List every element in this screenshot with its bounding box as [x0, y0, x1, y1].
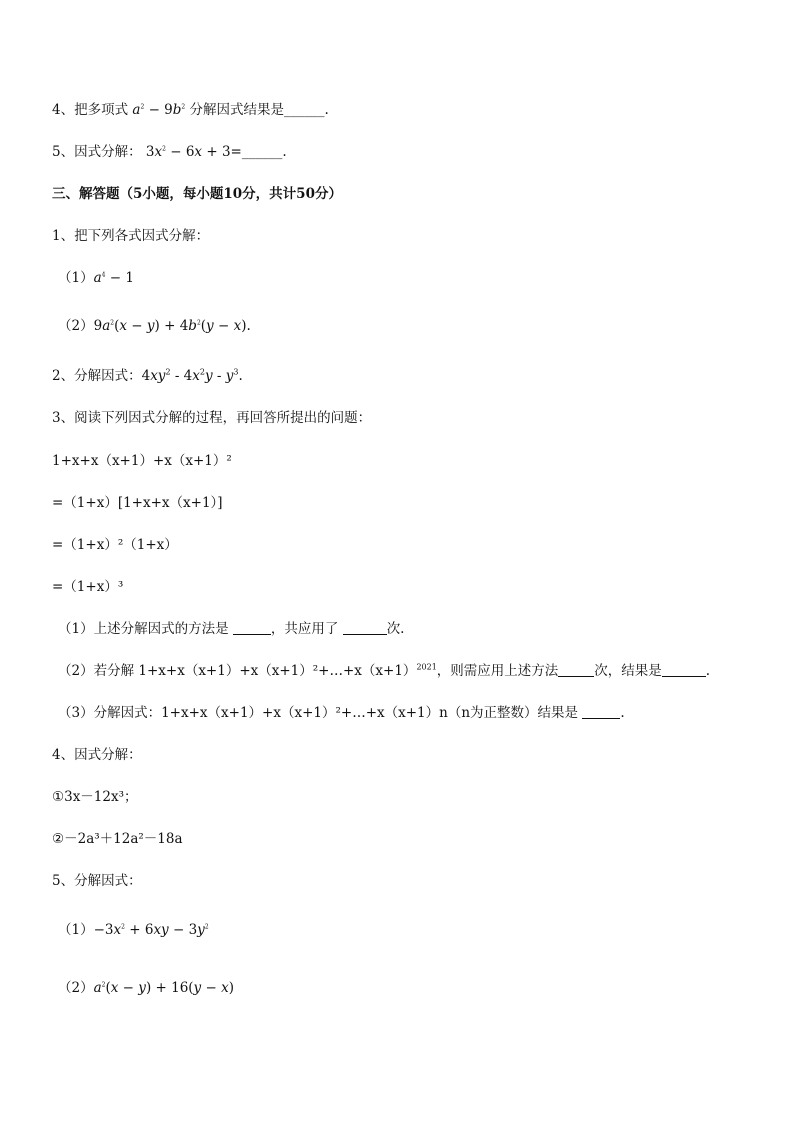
problem-1-part-2: [58, 316, 251, 336]
p3-step-2: =（1+x）[1+x+x（x+1）]: [52, 495, 223, 511]
problem-5-part-1: [58, 920, 209, 940]
q5-prefix: 5、因式分解：: [52, 144, 142, 160]
q-text: （1）上述分解因式的方法是: [58, 621, 229, 637]
problem-1-part-1: [58, 268, 134, 288]
q4-text: 分解因式结果是______.: [189, 102, 329, 118]
q-text: .: [620, 705, 625, 721]
problem-4-title: 4、因式分解：: [52, 747, 142, 763]
q-text: 次，结果是: [594, 663, 662, 679]
problem-2: [52, 366, 243, 386]
problem-5-part-2: [58, 978, 234, 998]
section-3-heading: 三、解答题（5小题，每小题10分，共计50分）: [52, 186, 342, 202]
p2-expression: $4xy^2 - 4x^2y - y^3$.: [141, 367, 243, 384]
q4-expression: $a^2 - 9b^2$: [132, 102, 186, 118]
part-label: （2）: [58, 980, 94, 996]
q-text: ，共应用了: [270, 621, 339, 637]
fill-question-4: [52, 100, 329, 120]
answer-blank[interactable]: [233, 620, 271, 635]
p3-question-3: [58, 703, 625, 723]
problem-5-title: 5、分解因式：: [52, 873, 142, 889]
p3-question-1: [58, 619, 404, 639]
q-text: 次.: [386, 621, 405, 637]
problem-1-title: 1、把下列各式因式分解：: [52, 228, 210, 244]
answer-blank[interactable]: [343, 620, 387, 635]
p5-expr-2: $a^2(x - y) + 16(y - x)$: [93, 980, 234, 996]
p4-item-2: ②－2a³＋12a²－18a: [52, 831, 183, 847]
p3-step-4: =（1+x）³: [52, 579, 124, 595]
p4-item-1: ①3x－12x³；: [52, 789, 138, 805]
q5-expression: $3x^2 - 6x + 3$: [145, 144, 231, 160]
q5-tail: =______.: [230, 144, 287, 160]
part-label: （1）: [58, 270, 94, 286]
q-text: （3）分解因式：1+x+x（x+1）+x（x+1）²+…+x（x+1）n（n为正整数）结果是: [58, 705, 579, 721]
p1-expr-1: $a^4 - 1$: [93, 270, 134, 286]
p3-question-2: [58, 661, 710, 681]
q4-prefix: 4、把多项式: [52, 102, 129, 118]
q-text: ，则需应用上述方法: [436, 663, 559, 679]
p3-step-3: =（1+x）²（1+x）: [52, 537, 178, 553]
problem-3-title: 3、阅读下列因式分解的过程，再回答所提出的问题：: [52, 410, 372, 426]
part-label: （2）: [58, 318, 94, 334]
answer-blank[interactable]: [582, 704, 620, 719]
answer-blank[interactable]: [662, 662, 706, 677]
p5-expr-1: $-3x^2 + 6xy - 3y^2$: [93, 922, 209, 938]
problem-2-title: 2、分解因式：: [52, 368, 142, 384]
exponent: 2021: [416, 662, 437, 672]
q-text: （2）若分解 1+x+x（x+1）+x（x+1）²+…+x（x+1）: [58, 663, 417, 679]
fill-question-5: [52, 142, 287, 162]
p1-expr-2: $9a^2(x - y) + 4b^2(y - x)$.: [93, 318, 251, 334]
answer-blank[interactable]: [558, 662, 594, 677]
q-text: .: [705, 663, 711, 679]
p3-step-1: 1+x+x（x+1）+x（x+1）²: [52, 453, 232, 469]
part-label: （1）: [58, 922, 94, 938]
